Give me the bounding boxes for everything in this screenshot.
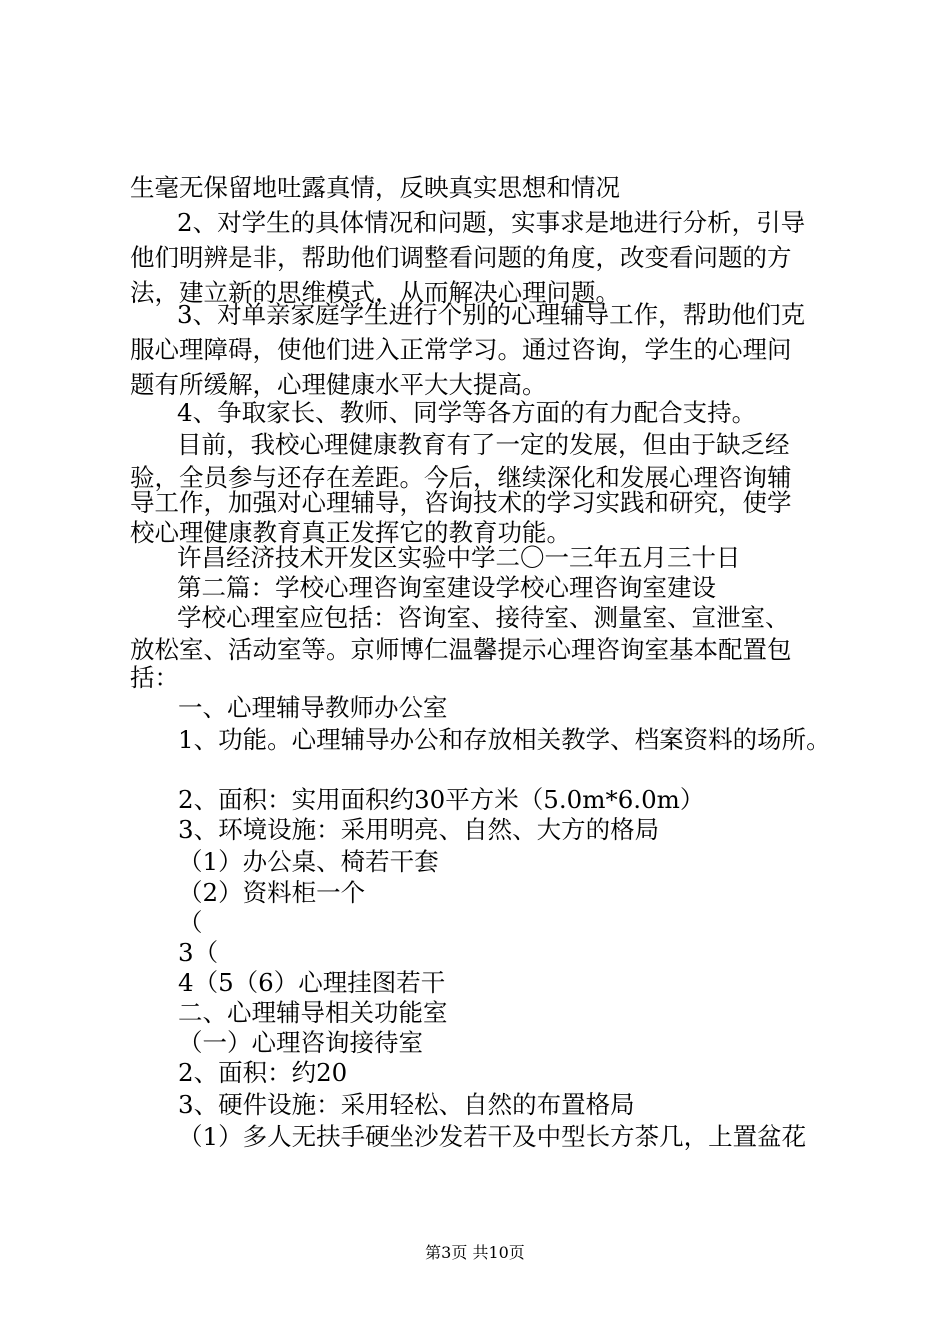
- body-line: （: [178, 908, 203, 937]
- body-line: 目前，我校心理健康教育有了一定的发展，但由于缺乏经: [177, 430, 790, 459]
- body-line: （1）多人无扶手硬坐沙发若干及中型长方茶几，上置盆花: [178, 1122, 807, 1151]
- page-footer: [0, 1243, 950, 1263]
- body-line: 3（: [178, 938, 219, 967]
- body-line: 2、面积：约20: [178, 1058, 348, 1087]
- body-line: 括：: [130, 663, 179, 692]
- body-line: 一、心理辅导教师办公室: [178, 693, 448, 722]
- body-line: 服心理障碍，使他们进入正常学习。通过咨询，学生的心理问: [130, 335, 792, 364]
- body-line: 法，建立新的思维模式，从而解决心理问题。: [130, 278, 620, 307]
- body-line: 2、对学生的具体情况和问题，实事求是地进行分析，引导: [177, 208, 806, 237]
- body-line: 二、心理辅导相关功能室: [178, 998, 448, 1027]
- body-line: 放松室、活动室等。京师博仁温馨提示心理咨询室基本配置包: [130, 635, 792, 664]
- body-line: 第二篇：学校心理咨询室建设学校心理咨询室建设: [177, 573, 716, 602]
- body-line: 导工作，加强对心理辅导，咨询技术的学习实践和研究，使学: [130, 488, 792, 517]
- body-line: 他们明辨是非，帮助他们调整看问题的角度，改变看问题的方: [130, 243, 792, 272]
- body-line: 4（5（6）心理挂图若干: [178, 968, 446, 997]
- body-line: （2）资料柜一个: [178, 878, 366, 907]
- body-line: 生毫无保留地吐露真情，反映真实思想和情况: [130, 173, 620, 202]
- body-line: 1、功能。心理辅导办公和存放相关教学、档案资料的场所。: [178, 725, 831, 754]
- body-line: 2、面积：实用面积约30平方米（5.0m*6.0m）: [178, 785, 705, 814]
- body-line: 许昌经济技术开发区实验中学二〇一三年五月三十日: [177, 543, 741, 572]
- body-line: （一）心理咨询接待室: [178, 1028, 423, 1057]
- body-line: 校心理健康教育真正发挥它的教育功能。: [130, 518, 571, 547]
- body-line: 题有所缓解，心理健康水平大大提高。: [130, 370, 547, 399]
- body-line: 3、对单亲家庭学生进行个别的心理辅导工作，帮助他们克: [177, 300, 806, 329]
- body-line: （1）办公桌、椅若干套: [178, 847, 439, 876]
- page-number: 第3页 共10页: [425, 1243, 525, 1262]
- body-line: 3、硬件设施：采用轻松、自然的布置格局: [178, 1090, 635, 1119]
- body-line: 验，全员参与还存在差距。今后，继续深化和发展心理咨询辅: [130, 463, 792, 492]
- body-line: 4、争取家长、教师、同学等各方面的有力配合支持。: [177, 398, 757, 427]
- body-line: 3、环境设施：采用明亮、自然、大方的格局: [178, 815, 660, 844]
- body-line: 学校心理室应包括：咨询室、接待室、测量室、宣泄室、: [177, 603, 790, 632]
